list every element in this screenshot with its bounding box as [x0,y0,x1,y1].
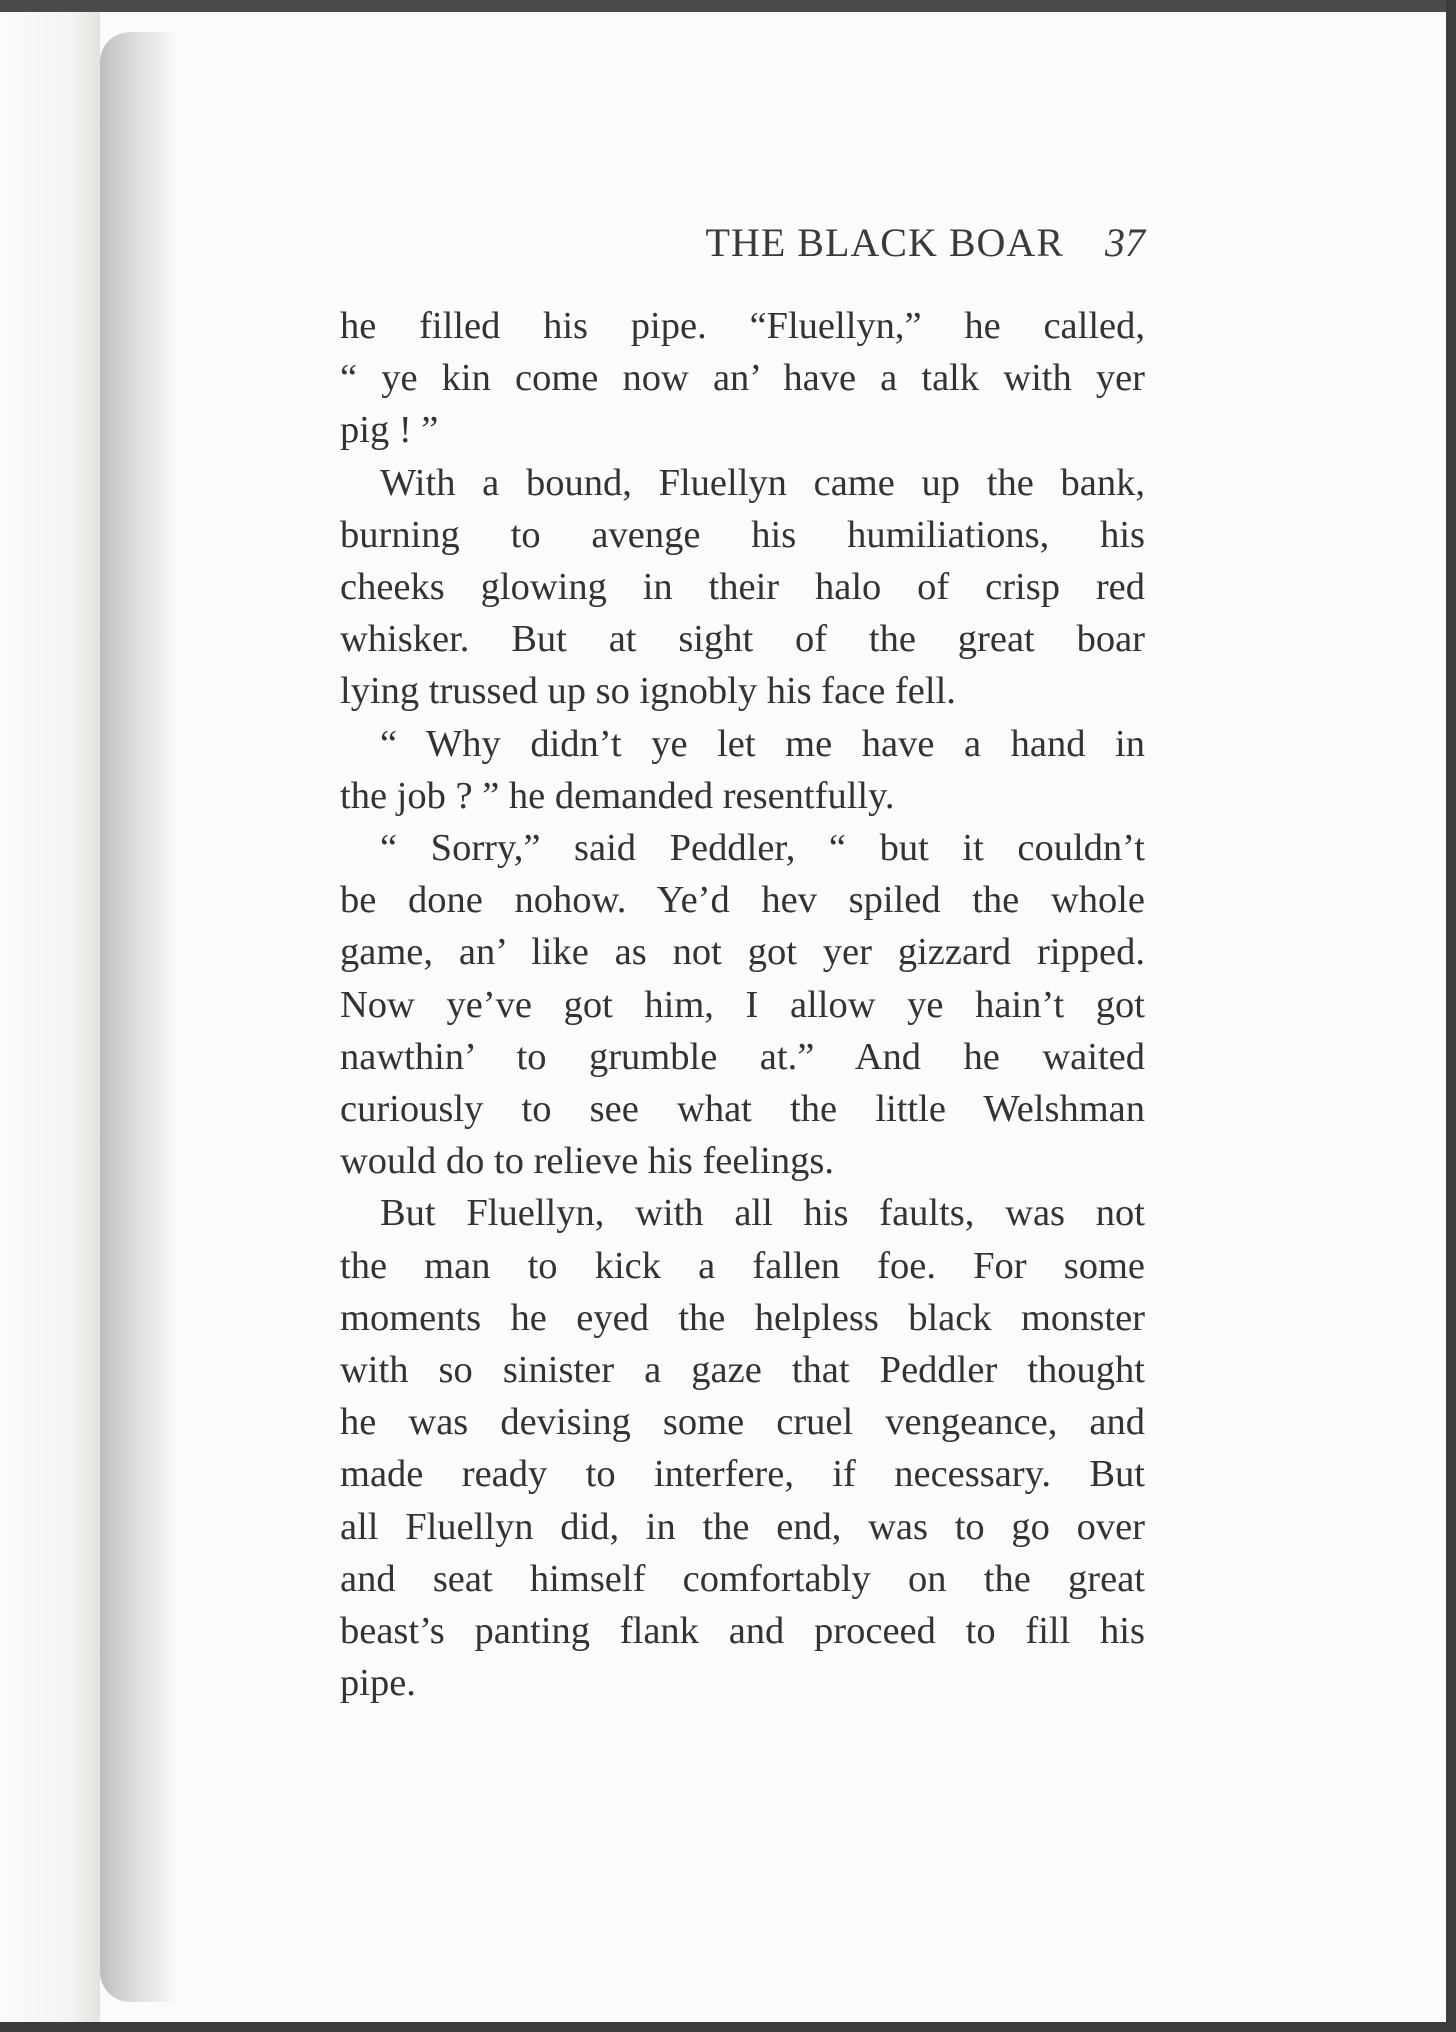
scan-bottom-edge [0,2022,1456,2032]
body-text [340,300,1145,1709]
text-line: “ Sorry,” said Peddler, “ but it couldn’t [380,827,1145,870]
text-line: lying trussed up so ignobly his face fell. [340,670,956,713]
text-line: whisker. But at sight of the great boar [340,618,1145,661]
text-line: cheeks glowing in their halo of crisp red [340,566,1145,609]
text-line: pipe. [340,1662,416,1705]
scan-right-edge [1446,0,1456,2032]
text-line: and seat himself comfortably on the great [340,1557,1145,1600]
text-line: all Fluellyn did, in the end, was to go over [340,1505,1145,1548]
text-line: pig ! ” [340,409,439,452]
running-head [340,213,1145,273]
text-line: with so sinister a gaze that Peddler thought [340,1349,1145,1392]
gutter-shadow [100,32,178,2002]
text-line: With a bound, Fluellyn came up the bank, [380,461,1145,504]
facing-page-edge [0,12,100,2022]
text-line: burning to avenge his humiliations, his [340,513,1145,556]
text-line: game, an’ like as not got yer gizzard ripped. [340,931,1145,974]
text-line: beast’s panting flank and proceed to fill his [340,1610,1145,1653]
text-line: “ ye kin come now an’ have a talk with yer [340,357,1145,400]
text-line: curiously to see what the little Welshman [340,1088,1145,1131]
text-line: nawthin’ to grumble at.” And he waited [340,1035,1145,1078]
running-title: THE BLACK BOAR [705,220,1064,265]
text-line: the man to kick a fallen foe. For some [340,1244,1145,1287]
text-line: “ Why didn’t ye let me have a hand in [380,722,1145,765]
text-line: he was devising some cruel vengeance, and [340,1401,1145,1444]
text-line: made ready to interfere, if necessary. But [340,1453,1145,1496]
text-line: would do to relieve his feelings. [340,1140,834,1183]
text-line: But Fluellyn, with all his faults, was not [380,1192,1145,1235]
scan-top-edge [0,0,1456,12]
text-line: be done nohow. Ye’d hev spiled the whole [340,879,1145,922]
text-line: he filled his pipe. “Fluellyn,” he called, [340,305,1145,347]
page-number: 37 [1105,220,1145,265]
text-line: moments he eyed the helpless black monster [340,1296,1145,1339]
text-line: the job ? ” he demanded resentfully. [340,774,895,817]
text-line: Now ye’ve got him, I allow ye hain’t got [340,983,1145,1026]
